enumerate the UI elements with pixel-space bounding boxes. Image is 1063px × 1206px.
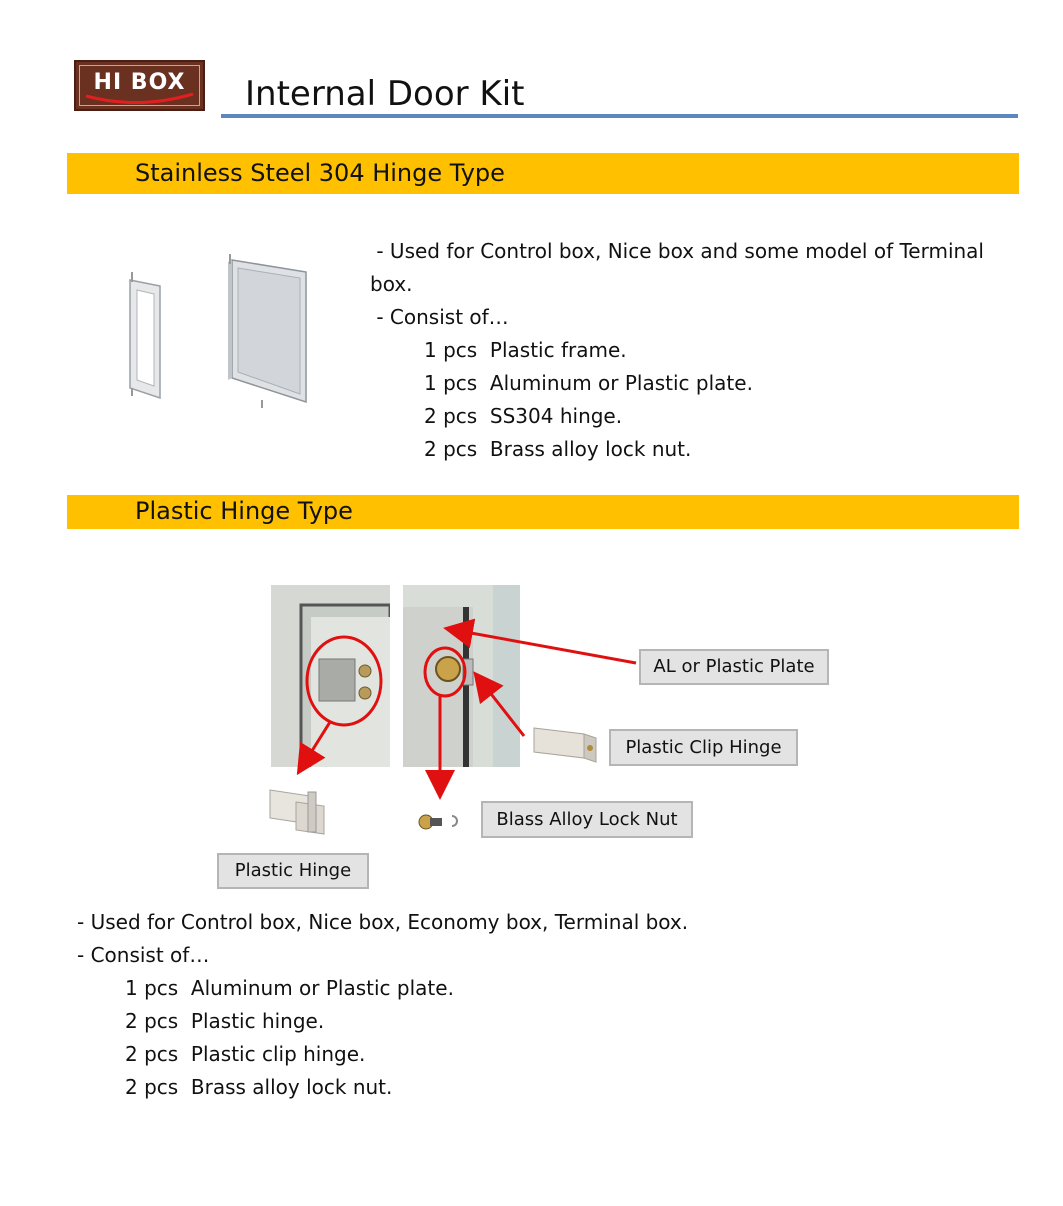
ss304-desc-line-1: - Used for Control box, Nice box and some model of Terminal — [370, 239, 984, 263]
section-heading-text: Stainless Steel 304 Hinge Type — [135, 159, 505, 187]
ss304-item-1: 1 pcs Plastic frame. — [424, 338, 627, 362]
label-lock-nut: Blass Alloy Lock Nut — [481, 801, 693, 838]
label-al-plastic-plate: AL or Plastic Plate — [639, 649, 829, 685]
ss304-desc-line-3: - Consist of… — [370, 305, 509, 329]
ss304-desc-line-2: box. — [370, 272, 413, 296]
plastic-item-2: 2 pcs Plastic hinge. — [125, 1009, 325, 1033]
label-plastic-clip-hinge: Plastic Clip Hinge — [609, 729, 798, 766]
label-plastic-hinge: Plastic Hinge — [217, 853, 369, 889]
plastic-desc-line-2: - Consist of… — [77, 943, 210, 967]
plastic-desc-line-1: - Used for Control box, Nice box, Economy box, Terminal box. — [77, 910, 689, 934]
ss304-item-4: 2 pcs Brass alloy lock nut. — [424, 437, 692, 461]
plastic-item-3: 2 pcs Plastic clip hinge. — [125, 1042, 366, 1066]
plastic-item-4: 2 pcs Brass alloy lock nut. — [125, 1075, 393, 1099]
section-heading-text: Plastic Hinge Type — [135, 497, 353, 525]
logo-text: HI BOX — [93, 70, 186, 95]
ss304-item-2: 1 pcs Aluminum or Plastic plate. — [424, 371, 753, 395]
page-title: Internal Door Kit — [245, 74, 525, 114]
plastic-item-1: 1 pcs Aluminum or Plastic plate. — [125, 976, 454, 1000]
ss304-item-3: 2 pcs SS304 hinge. — [424, 404, 623, 428]
